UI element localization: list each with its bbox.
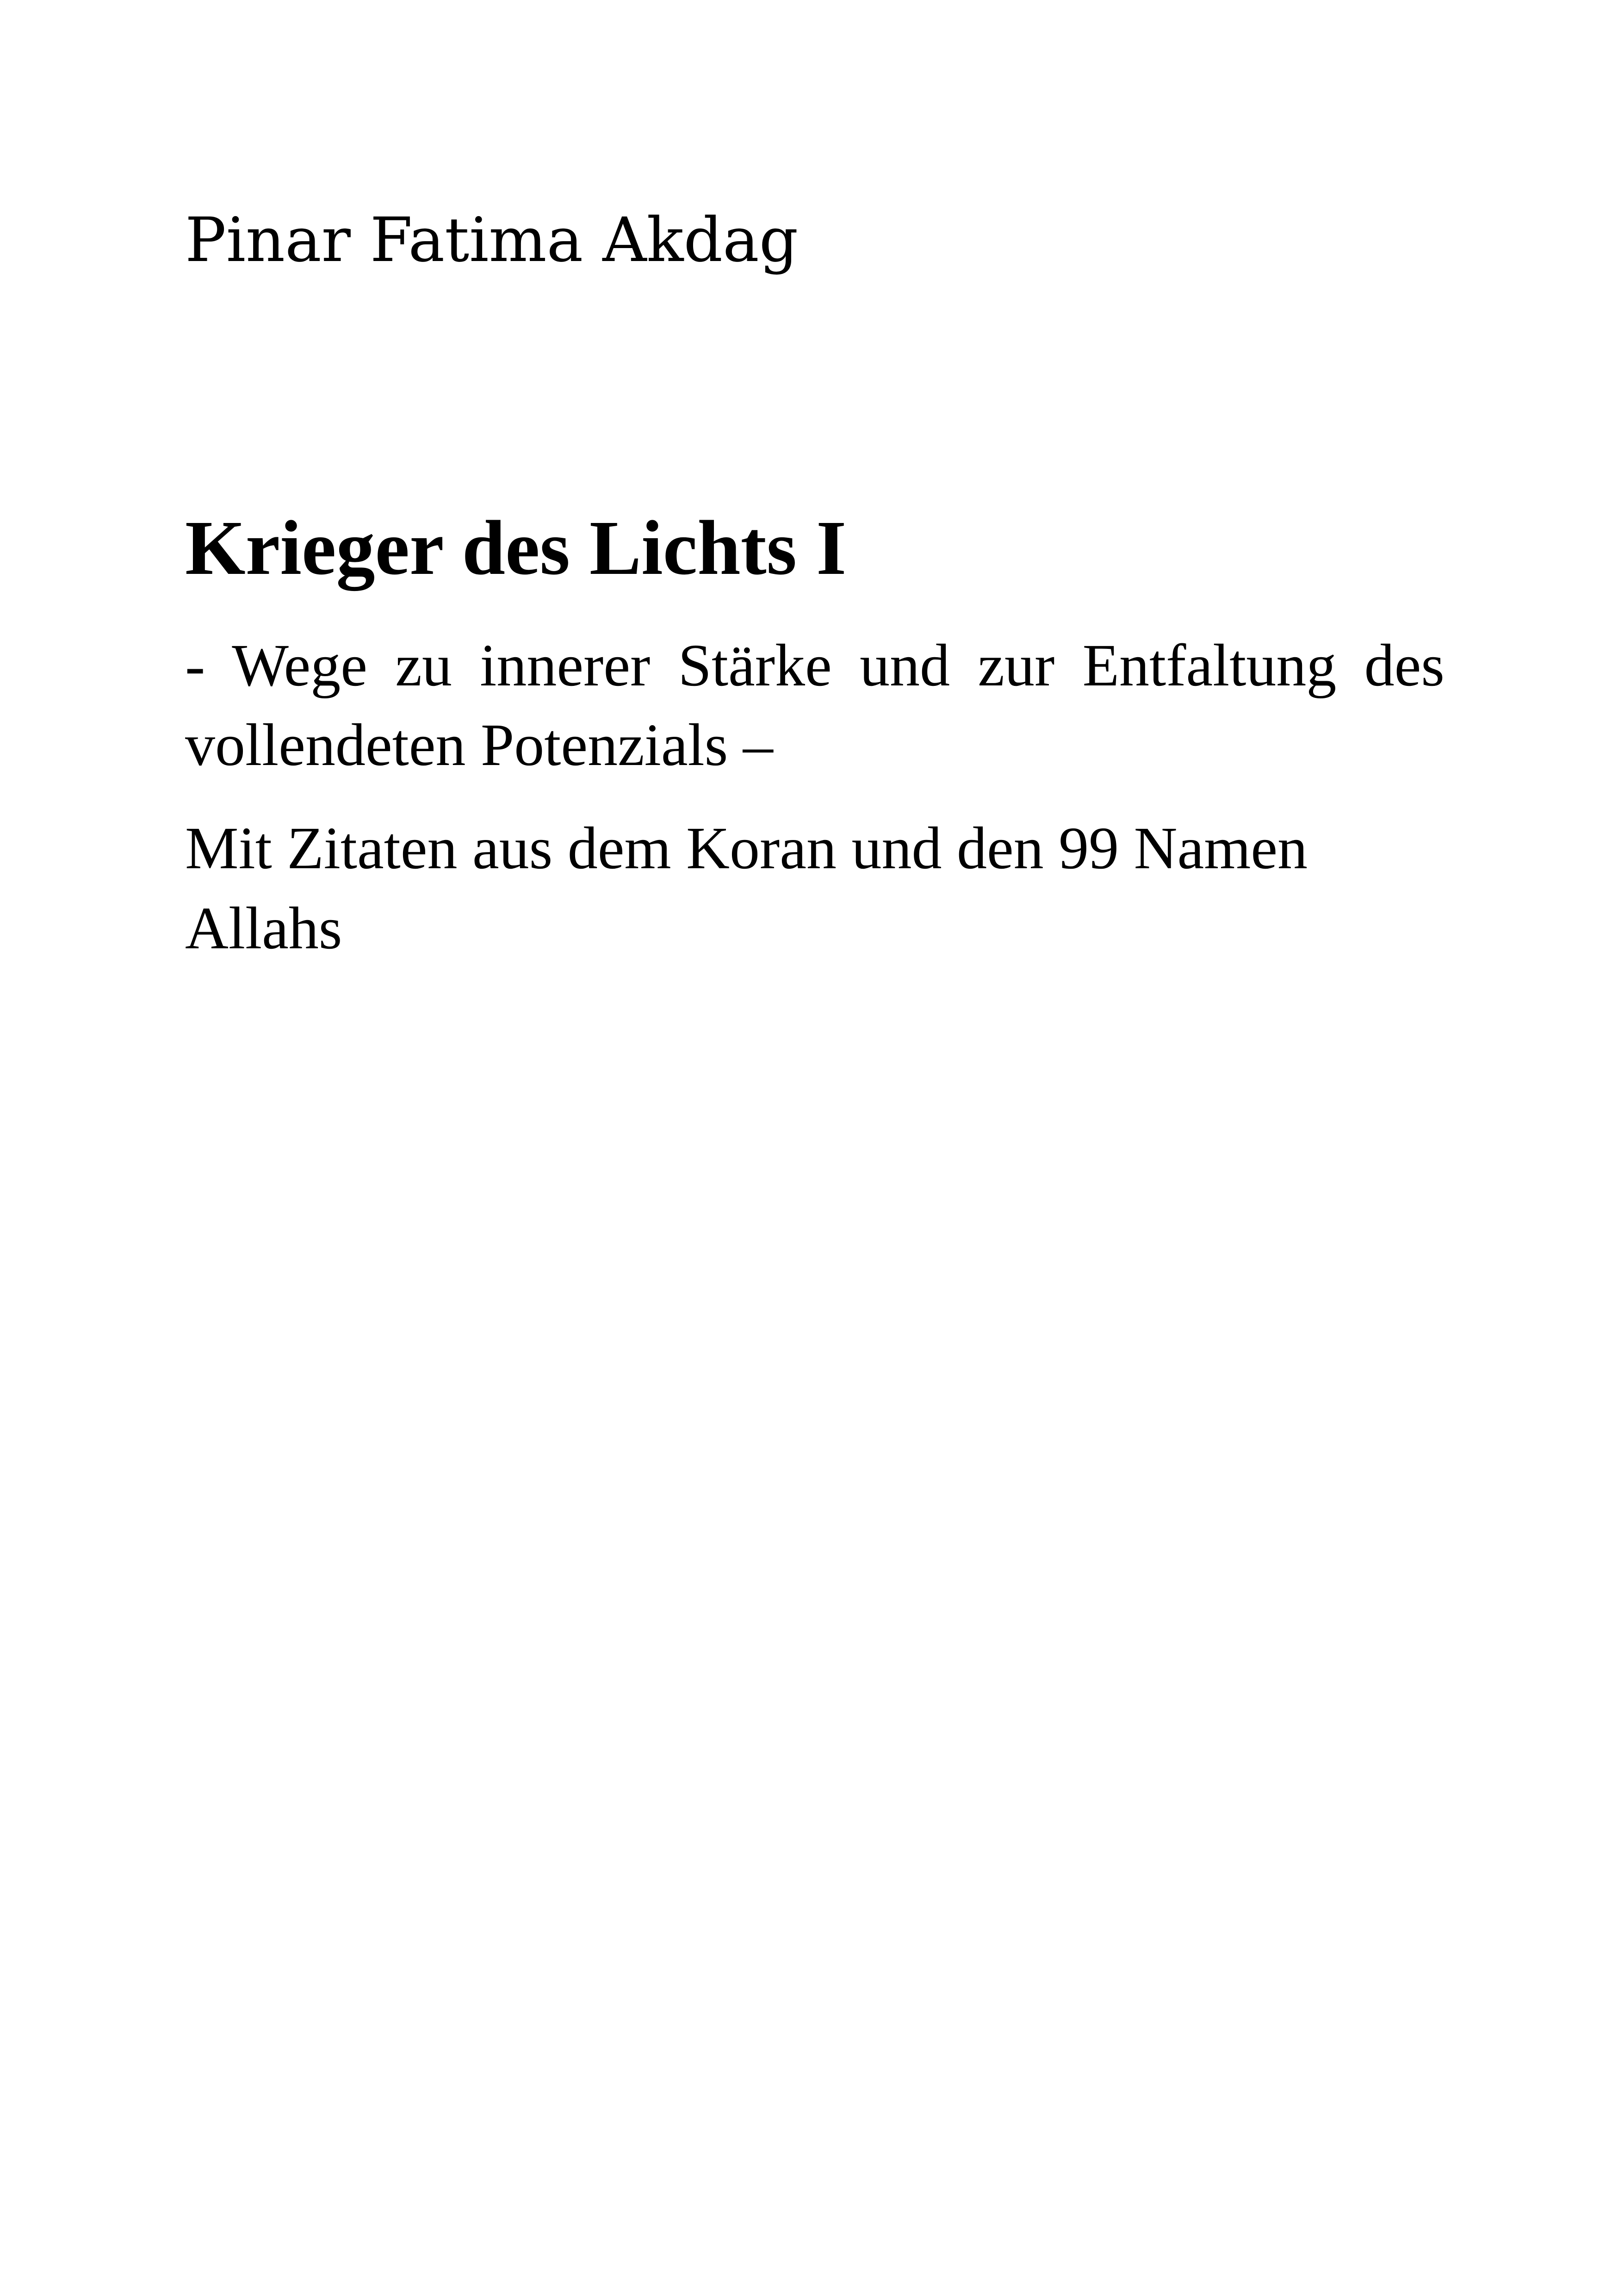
- title-block: [185, 204, 1444, 969]
- book-tagline: Mit Zitaten aus dem Koran und den 99 Namen Allahs: [185, 815, 1308, 962]
- author-name: Pinar Fatima Akdag: [185, 205, 799, 276]
- book-title: Krieger des Lichts I: [185, 505, 847, 591]
- book-subtitle: - Wege zu innerer Stärke und zur Entfaltung des vollendeten Potenzials –: [185, 632, 1444, 779]
